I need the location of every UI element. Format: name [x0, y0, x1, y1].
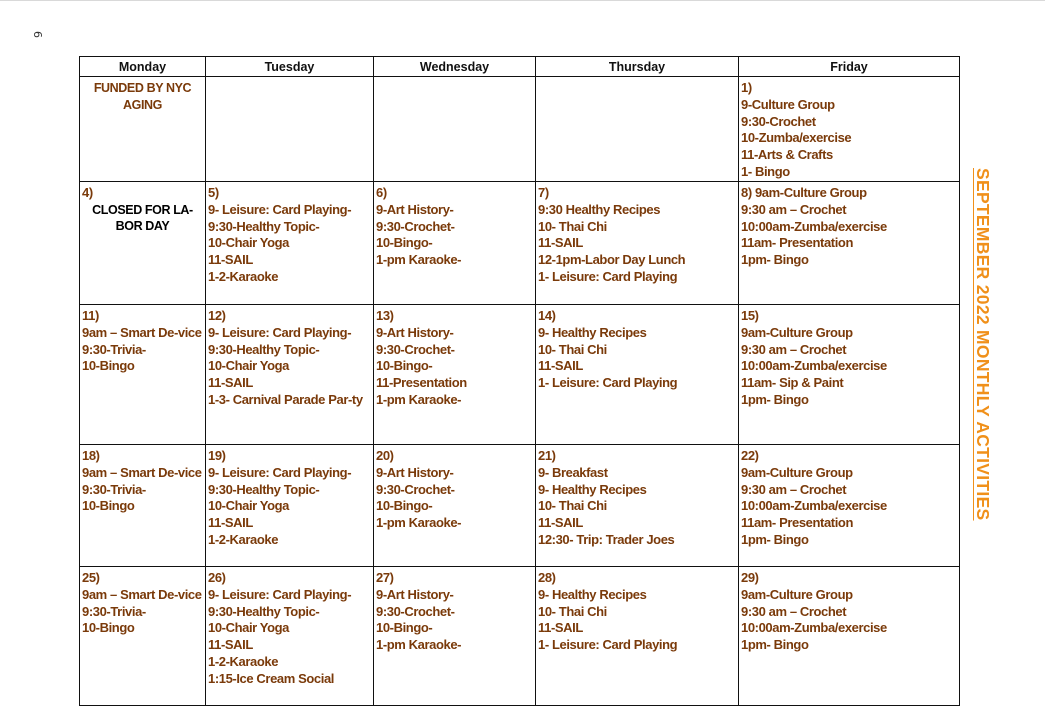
day-number: 21): [538, 448, 556, 463]
week-row: [80, 182, 960, 305]
activity-item: 10:00am-Zumba/exercise: [741, 358, 887, 374]
day-cell: [374, 567, 536, 706]
day-number: 8) 9am-Culture Group: [741, 185, 867, 200]
activity-item: 9am – Smart De-vice: [82, 464, 202, 480]
week-row: [80, 445, 960, 567]
week-row: [80, 567, 960, 706]
activity-item: 10-Zumba/exercise: [741, 130, 852, 146]
day-number: 28): [538, 570, 556, 585]
activity-item: 9am – Smart De-vice: [82, 324, 202, 340]
day-number: 7): [538, 185, 549, 200]
activity-item: 10-Bingo: [82, 498, 135, 514]
weekday-header: Monday: [80, 57, 206, 77]
activity-item: 11-SAIL: [208, 637, 253, 653]
activity-item: 10- Thai Chi: [538, 603, 607, 619]
activity-item: 9:30-Crochet-: [376, 341, 455, 357]
activity-item: 9:30-Healthy Topic-: [208, 481, 320, 497]
activity-item: 11-SAIL: [208, 375, 253, 391]
day-cell: [206, 305, 374, 445]
activity-item: 1-pm Karaoke-: [376, 391, 462, 407]
activity-item: 9am-Culture Group: [741, 324, 853, 340]
activity-item: 10:00am-Zumba/exercise: [741, 620, 887, 636]
day-cell: [206, 567, 374, 706]
activity-item: 1-2-Karaoke: [208, 268, 279, 284]
activity-item: 9-Art History-: [376, 201, 454, 217]
activity-item: 9- Leisure: Card Playing-: [208, 464, 352, 480]
day-cell: [739, 77, 960, 182]
day-cell: [80, 445, 206, 567]
activity-item: 10-Chair Yoga: [208, 358, 290, 374]
page-top-border: [0, 0, 1045, 1]
activity-item: 9am – Smart De-vice: [82, 586, 202, 602]
activity-item: 9- Healthy Recipes: [538, 324, 647, 340]
day-number: 5): [208, 185, 219, 200]
day-number: 25): [82, 570, 100, 585]
week-row: [80, 305, 960, 445]
activity-item: 9- Leisure: Card Playing-: [208, 324, 352, 340]
day-number: 4): [82, 185, 93, 200]
activity-item: 1-pm Karaoke-: [376, 515, 462, 531]
activity-item: 9:30-Trivia-: [82, 481, 146, 497]
activity-item: 9:30-Healthy Topic-: [208, 603, 320, 619]
activity-item: 11-Presentation: [376, 375, 467, 391]
activity-item: 9- Leisure: Card Playing-: [208, 201, 352, 217]
activity-item: 9:30 am – Crochet: [741, 481, 847, 497]
activity-item: 9-Art History-: [376, 586, 454, 602]
activity-item: 1-pm Karaoke-: [376, 252, 462, 268]
activity-item: 11-SAIL: [208, 252, 253, 268]
activity-item: 10-Bingo-: [376, 358, 433, 374]
activity-item: 9:30 am – Crochet: [741, 201, 847, 217]
weekday-header: Thursday: [536, 57, 739, 77]
activity-item: 10-Bingo-: [376, 235, 433, 251]
activity-item: 1-2-Karaoke: [208, 653, 279, 669]
activity-item: 9am-Culture Group: [741, 464, 853, 480]
activity-item: 10-Chair Yoga: [208, 235, 290, 251]
day-number: 14): [538, 308, 556, 323]
calendar-table: [79, 56, 960, 706]
activity-item: 11am- Sip & Paint: [741, 375, 844, 391]
activity-item: 9-Art History-: [376, 464, 454, 480]
day-cell: [536, 305, 739, 445]
day-number: 29): [741, 570, 759, 585]
activity-item: 1-2-Karaoke: [208, 531, 279, 547]
activity-item: 9:30-Crochet: [741, 113, 816, 129]
day-cell: [374, 445, 536, 567]
side-title: SEPTEMBER 2022 MONTHLY ACTIVITIES: [973, 168, 993, 521]
activity-item: 11am- Presentation: [741, 515, 854, 531]
activity-item: 12-1pm-Labor Day Lunch: [538, 252, 686, 268]
activity-item: 11-SAIL: [538, 235, 583, 251]
activity-item: 1- Leisure: Card Playing: [538, 375, 678, 391]
activity-item: 9:30-Crochet-: [376, 481, 455, 497]
activity-item: 10-Chair Yoga: [208, 620, 290, 636]
weekday-header: Friday: [739, 57, 960, 77]
day-cell: [80, 567, 206, 706]
day-cell: [536, 77, 739, 182]
day-number: 19): [208, 448, 226, 463]
weekday-header: Tuesday: [206, 57, 374, 77]
activity-item: 11-Arts & Crafts: [741, 147, 833, 163]
closed-notice: CLOSED FOR LA-BOR DAY: [92, 202, 193, 234]
day-cell: [739, 305, 960, 445]
activity-item: 9:30 am – Crochet: [741, 603, 847, 619]
day-cell: [739, 567, 960, 706]
activity-item: 1pm- Bingo: [741, 637, 809, 653]
day-number: 27): [376, 570, 394, 585]
day-cell: [206, 77, 374, 182]
activity-item: 9:30-Trivia-: [82, 341, 146, 357]
activity-item: 1- Leisure: Card Playing: [538, 268, 678, 284]
day-number: 13): [376, 308, 394, 323]
activity-item: 9- Healthy Recipes: [538, 481, 647, 497]
activity-item: 9- Breakfast: [538, 464, 608, 480]
day-number: 11): [82, 308, 99, 323]
weekday-header-row: [80, 57, 960, 77]
activity-item: 1pm- Bingo: [741, 252, 809, 268]
activity-item: 10-Bingo-: [376, 498, 433, 514]
activity-item: 10-Bingo: [82, 620, 135, 636]
activity-item: 1- Bingo: [741, 163, 790, 179]
day-cell: [536, 182, 739, 305]
activity-item: 10-Bingo: [82, 358, 135, 374]
activity-item: 11-SAIL: [538, 620, 583, 636]
activity-item: 12:30- Trip: Trader Joes: [538, 531, 675, 547]
activity-item: 9:30-Trivia-: [82, 603, 146, 619]
day-cell: [80, 182, 206, 305]
day-cell: [374, 182, 536, 305]
day-cell: [206, 182, 374, 305]
activity-item: 9:30-Healthy Topic-: [208, 341, 320, 357]
activity-item: 9-Art History-: [376, 324, 454, 340]
activity-item: 11-SAIL: [208, 515, 253, 531]
day-cell: [80, 77, 206, 182]
day-number: 22): [741, 448, 759, 463]
activity-item: 1-pm Karaoke-: [376, 637, 462, 653]
activity-item: 10- Thai Chi: [538, 498, 607, 514]
week-row: [80, 77, 960, 182]
day-number: 1): [741, 80, 752, 95]
activity-item: 9-Culture Group: [741, 96, 835, 112]
day-cell: [374, 77, 536, 182]
activity-item: 9:30-Crochet-: [376, 218, 455, 234]
day-cell: [739, 182, 960, 305]
activity-item: 9:30 am – Crochet: [741, 341, 847, 357]
day-number: 20): [376, 448, 394, 463]
activity-item: 11am- Presentation: [741, 235, 854, 251]
activity-item: 9- Leisure: Card Playing-: [208, 586, 352, 602]
activity-item: 11-SAIL: [538, 515, 583, 531]
day-number: 12): [208, 308, 226, 323]
activity-item: 1pm- Bingo: [741, 531, 809, 547]
activity-item: 1pm- Bingo: [741, 391, 809, 407]
day-number: 15): [741, 308, 759, 323]
day-cell: [80, 305, 206, 445]
activity-item: 9- Healthy Recipes: [538, 586, 647, 602]
day-cell: [536, 445, 739, 567]
weekday-header: Wednesday: [374, 57, 536, 77]
activity-item: 10-Bingo-: [376, 620, 433, 636]
day-cell: [739, 445, 960, 567]
day-number: 26): [208, 570, 226, 585]
activity-item: 10- Thai Chi: [538, 341, 607, 357]
activity-item: 10:00am-Zumba/exercise: [741, 498, 887, 514]
day-cell: [536, 567, 739, 706]
activity-item: 9:30 Healthy Recipes: [538, 201, 661, 217]
activity-item: 9am-Culture Group: [741, 586, 853, 602]
day-number: 18): [82, 448, 100, 463]
activity-item: 9:30-Crochet-: [376, 603, 455, 619]
activity-item: 10:00am-Zumba/exercise: [741, 218, 887, 234]
day-number: 6): [376, 185, 387, 200]
page-number: 6: [31, 31, 44, 38]
activity-item: 11-SAIL: [538, 358, 583, 374]
activity-item: 1-3- Carnival Parade Par-ty: [208, 391, 363, 407]
activity-item: 1:15-Ice Cream Social: [208, 670, 335, 686]
day-cell: [374, 305, 536, 445]
calendar-body: [80, 77, 960, 706]
activity-item: 9:30-Healthy Topic-: [208, 218, 320, 234]
funding-notice: FUNDED BY NYC AGING: [93, 81, 192, 112]
activity-item: 10- Thai Chi: [538, 218, 607, 234]
day-cell: [206, 445, 374, 567]
activity-item: 10-Chair Yoga: [208, 498, 290, 514]
activity-item: 1- Leisure: Card Playing: [538, 637, 678, 653]
